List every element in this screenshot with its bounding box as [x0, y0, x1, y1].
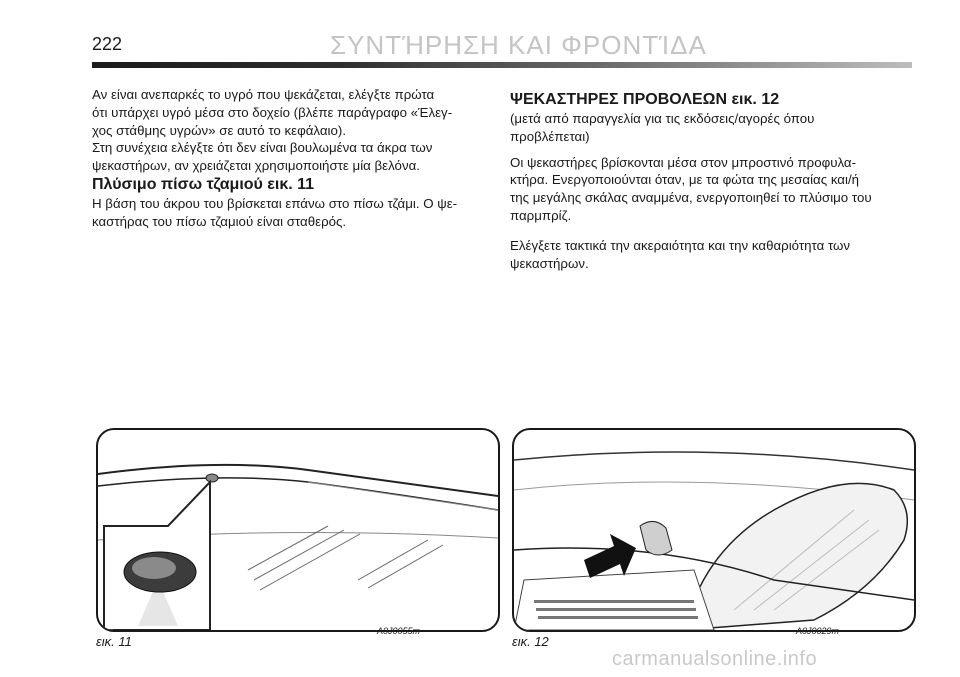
figure-12-headlight-washer	[512, 428, 916, 632]
header-rule	[92, 62, 912, 68]
spacer	[510, 225, 910, 237]
figure-11-code: A0J0055m	[377, 626, 421, 636]
right-column	[510, 86, 910, 272]
spacer	[510, 146, 910, 154]
text-line: (μετά από παραγγελία για τις εκδόσεις/αγορές όπου	[510, 111, 815, 126]
left-column	[92, 86, 488, 231]
figure-11-rear-washer	[96, 428, 500, 632]
text-line: χος στάθμης υγρών» σε αυτό το κεφάλαιο).	[92, 122, 347, 138]
text-line: Η βάση του άκρου του βρίσκεται επάνω στο πίσω τζάμι. Ο ψε-	[92, 195, 458, 211]
rear-window-heading: Πλύσιμο πίσω τζαμιού εικ. 11	[92, 175, 315, 193]
text-line: παρμπρίζ.	[510, 207, 572, 223]
page-number: 222	[92, 34, 123, 54]
text-line: Ελέγξετε τακτικά την ακεραιότητα και την καθαριότητα των	[510, 237, 851, 253]
figure-11-caption: εικ. 11	[96, 634, 132, 649]
headlight-washers-heading: ΨΕΚΑΣΤΗΡΕΣ ΠΡΟΒΟΛΕΩΝ εικ. 12	[510, 91, 780, 108]
text-line: Οι ψεκαστήρες βρίσκονται μέσα στον μπροστινό προφυλα-	[510, 154, 857, 170]
text-line: Στη συνέχεια ελέγξτε ότι δεν είναι βουλωμένα τα άκρα των	[92, 140, 433, 156]
text-line: της μεγάλης σκάλας αναμμένα, ενεργοποιηθεί το πλύσιμο του	[510, 190, 872, 206]
text-line: Αν είναι ανεπαρκές το υγρό που ψεκάζεται, ελέγξτε πρώτα	[92, 87, 435, 102]
watermark: carmanualsonline.info	[612, 648, 818, 670]
text-line: καστήρας του πίσω τζαμιού είναι σταθερός.	[92, 213, 347, 229]
headlight-washer-illustration	[514, 430, 914, 630]
text-line: ότι υπάρχει υγρό μέσα στο δοχείο (βλέπε παράγραφο «Έλεγ-	[92, 104, 453, 120]
text-line: προβλέπεται)	[510, 128, 590, 144]
text-line: ψεκαστήρων, αν χρειάζεται χρησιμοποιήστε μία βελόνα.	[92, 158, 420, 174]
figure-12-code: A0J0029m	[796, 626, 840, 636]
text-line: κτήρα. Ενεργοποιούνται όταν, με τα φώτα της μεσαίας και/ή	[510, 172, 860, 188]
section-title: ΣΥΝΤΉΡΗΣΗ ΚΑΙ ΦΡΟΝΤΊΔΑ	[330, 30, 707, 60]
figure-12-caption: εικ. 12	[512, 634, 549, 649]
rear-washer-illustration	[98, 430, 498, 630]
text-line: ψεκαστήρων.	[510, 255, 589, 271]
